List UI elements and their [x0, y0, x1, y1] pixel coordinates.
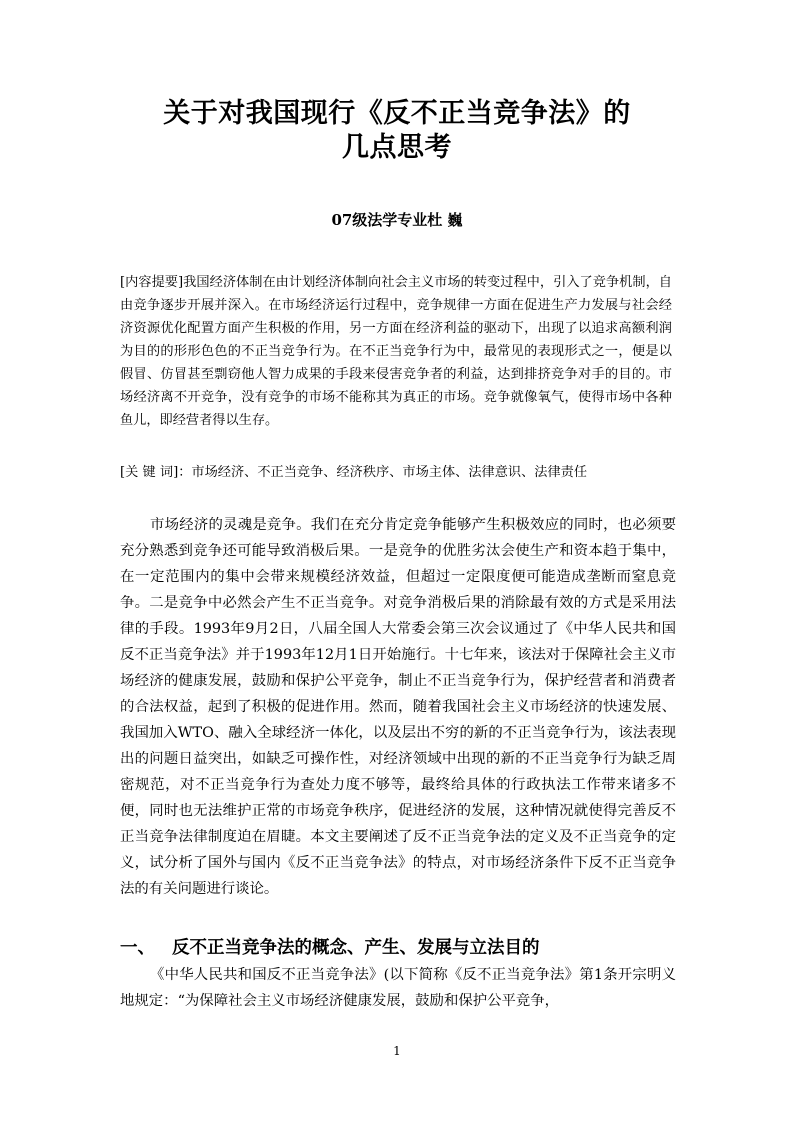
document-title [100, 97, 694, 165]
section-number: 一、 [120, 938, 155, 958]
section-paragraph: 《中华人民共和国反不正当竞争法》(以下简称《反不正当竞争法》第1条开宗明义地规定：“为保障社会主义市场经济健康发展，鼓励和保护公平竞争， [120, 967, 676, 1009]
page-number: 1 [393, 1044, 401, 1058]
title-line-2: 几点思考 [342, 132, 452, 163]
intro-paragraph: 市场经济的灵魂是竞争。我们在充分肯定竞争能够产生积极效应的同时，也必须要充分熟悉到竞争还可能导致消极后果。一是竞争的优胜劣汰会使生产和资本趋于集中，在一定范围内的集中会带来规模经济效益，但超过一定限度便可能造成垄断而窒息竞争。二是竞争中必然会产生不正当竞争。对竞争消极后果的消除最有效的方式是采用法律的手段。1993年9月2日，八届全国人大常委会第三次会议通过了《中华人民共和国反不正当竞争法》并于1993年12月1日开始施行。十七年来，该法对于保障社会主义市场经济的健康发展，鼓励和保护公平竞争，制止不正当竞争行为，保护经营者和消费者的合法权益，起到了积极的促进作用。然而，随着我国社会主义市场经济的快速发展、我国加入WTO、融入全球经济一体化，以及层出不穷的新的不正当竞争行为，该法表现出的问题日益突出，如缺乏可操作性，对经济领域中出现的新的不正当竞争行为缺乏周密规范，对不正当竞争行为查处力度不够等，最终给具体的行政执法工作带来诸多不便，同时也无法维护正常的市场竞争秩序，促进经济的发展，这种情况就使得完善反不正当竞争法律制度迫在眉睫。本文主要阐述了反不正当竞争法的定义及不正当竞争的定义，试分析了国外与国内《反不正当竞争法》的特点，对市场经济条件下反不正当竞争法的有关问题进行谈论。 [120, 517, 676, 897]
author-line: 07级法学专业杜 巍 [331, 211, 463, 229]
section-title: 反不正当竞争法的概念、产生、发展与立法目的 [172, 938, 540, 958]
section-heading [120, 935, 680, 961]
keywords: [关 键 词]：市场经济、不正当竞争、经济秩序、市场主体、法律意识、法律责任 [120, 465, 588, 480]
abstract: [内容提要]我国经济体制在由计划经济体制向社会主义市场的转变过程中，引入了竞争机制，自由竞争逐步开展并深入。在市场经济运行过程中，竞争规律一方面在促进生产力发展与社会经济资源优化配置方面产生积极的作用，另一方面在经济利益的驱动下，出现了以追求高额利润为目的的形形色色的不正当竞争行为。在不正当竞争行为中，最常见的表现形式之一，便是以假冒、仿冒甚至剽窃他人智力成果的手段来侵害竞争者的利益，达到排挤竞争对手的目的。市场经济离不开竞争，没有竞争的市场不能称其为真正的市场。竞争就像氧气，使得市场中各种鱼儿，即经营者得以生存。 [120, 275, 672, 428]
title-line-1: 关于对我国现行《反不正当竞争法》的 [163, 98, 631, 129]
